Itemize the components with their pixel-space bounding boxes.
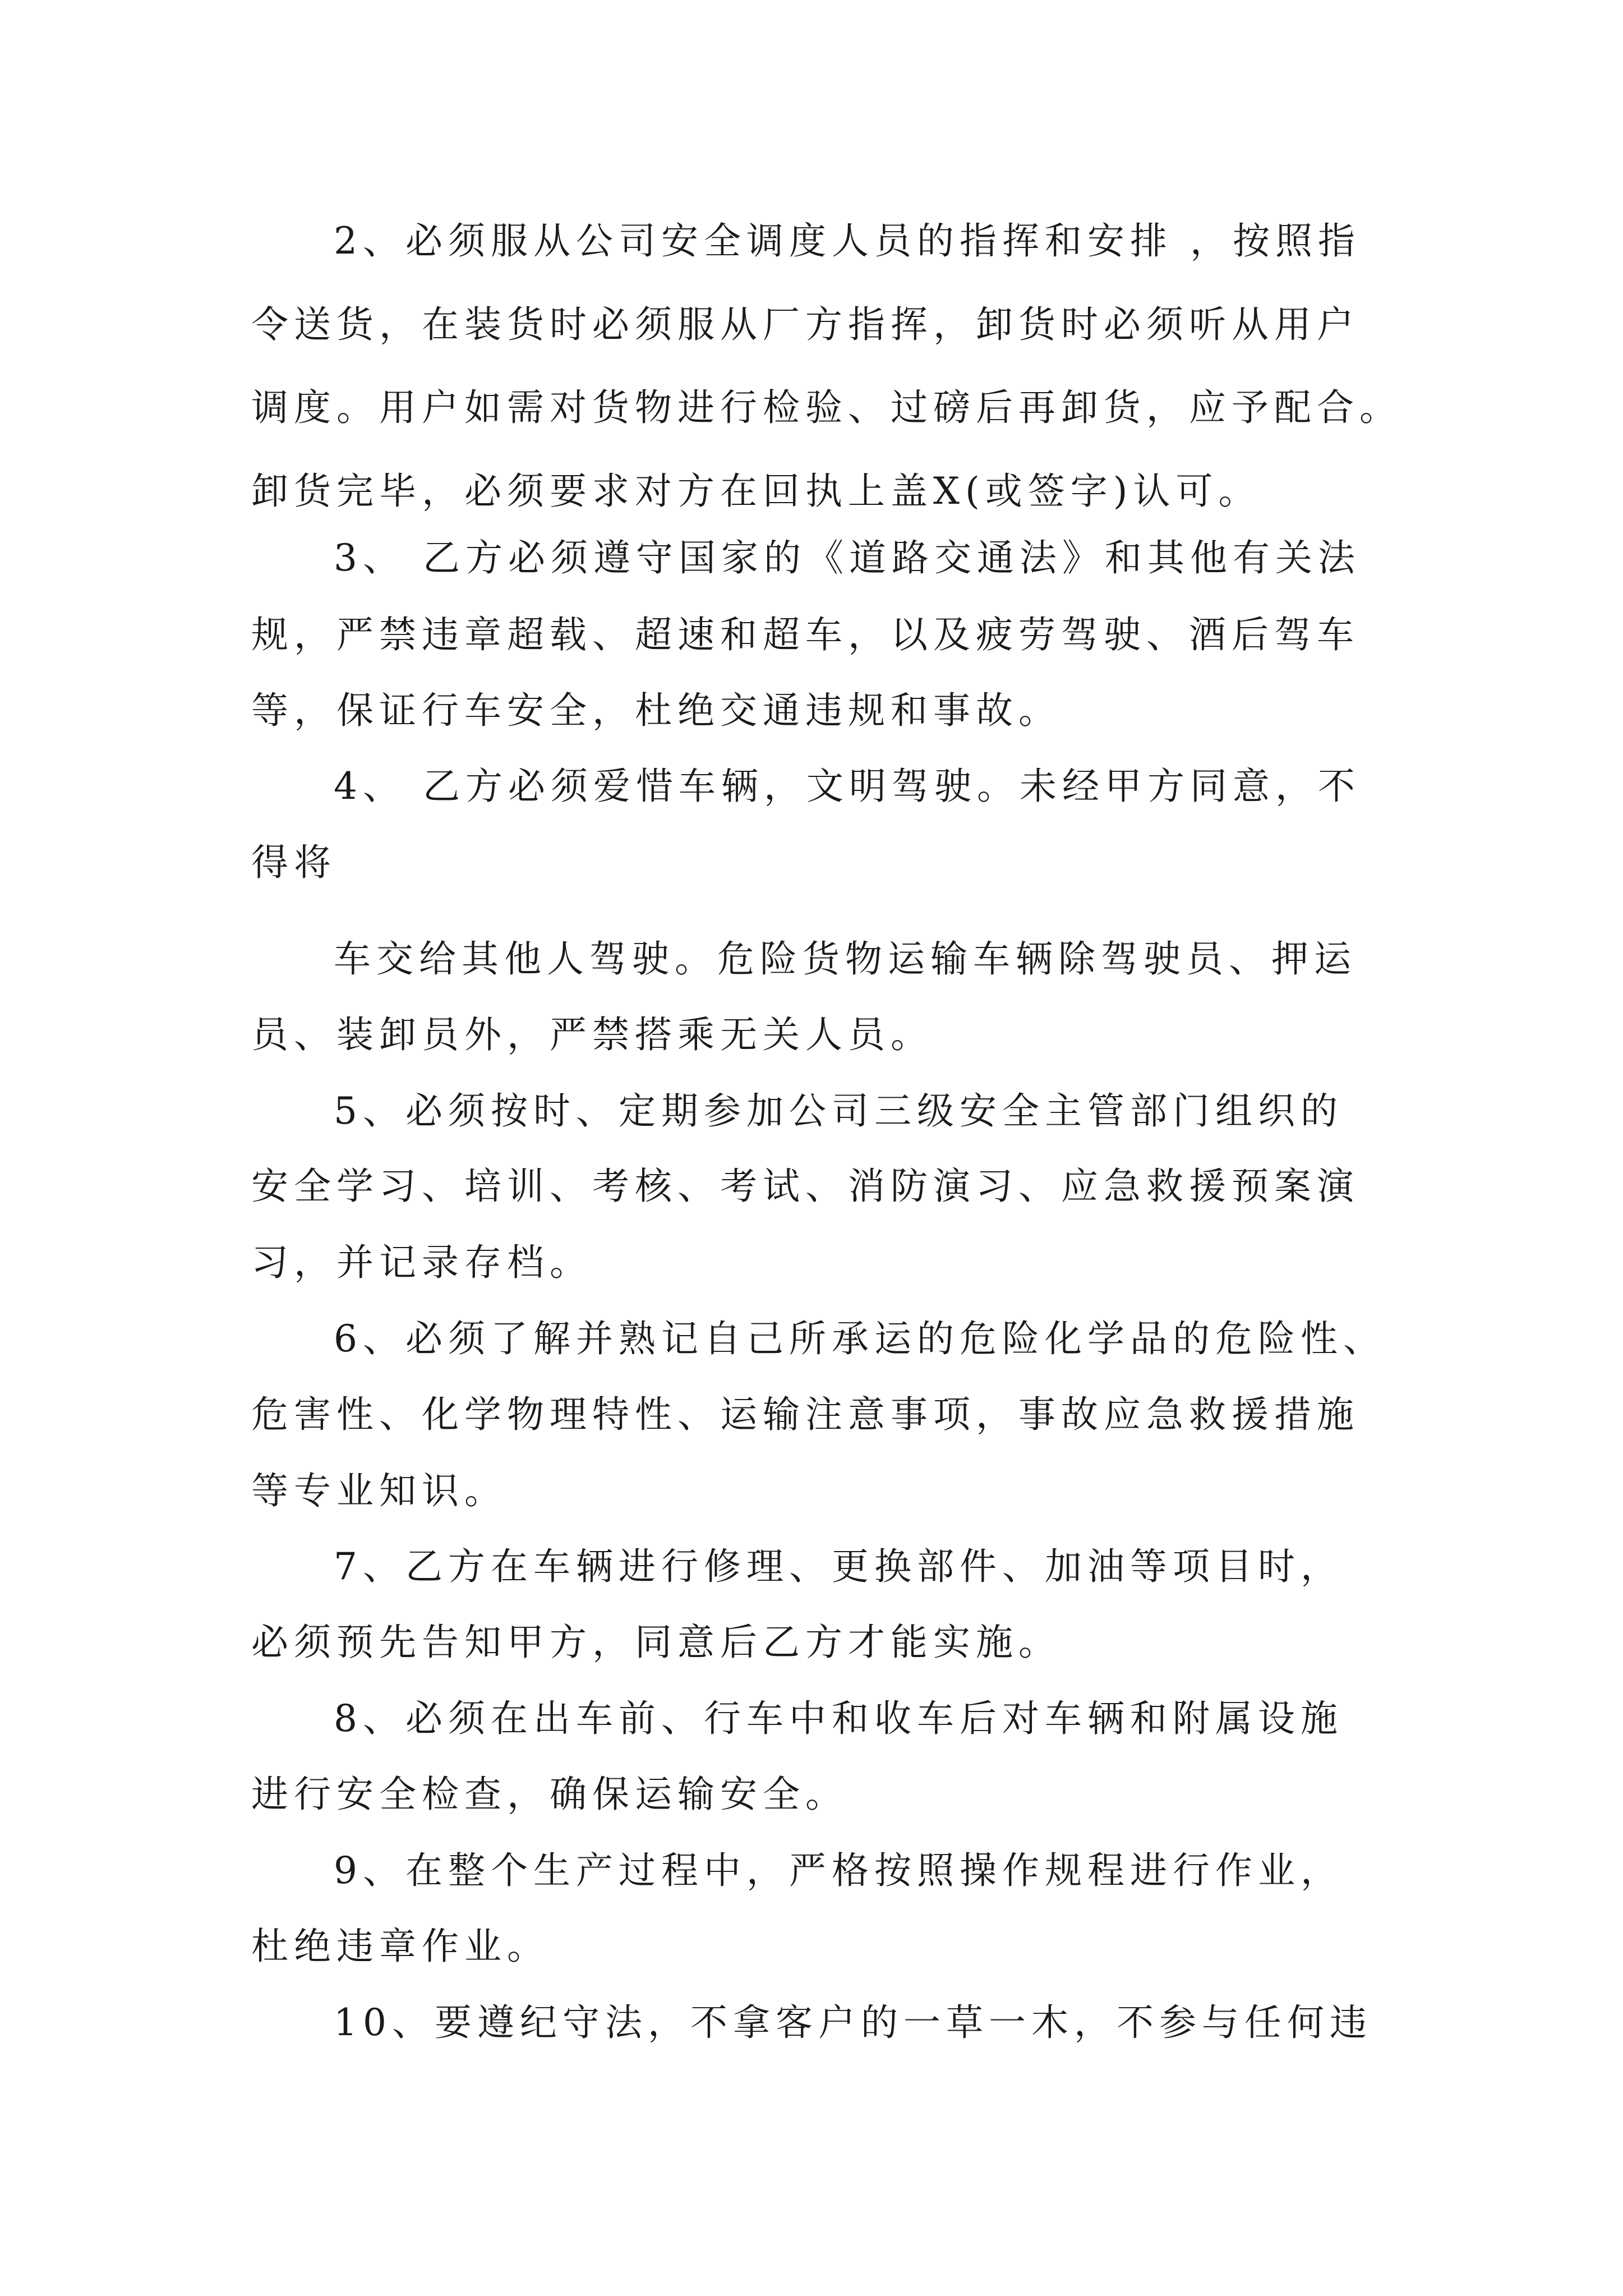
text-line: 员、装卸员外，严禁搭乘无关人员。: [251, 1013, 933, 1056]
text-line: 必须预先告知甲方，同意后乙方才能实施。: [251, 1621, 1061, 1664]
text-line: 2、必须服从公司安全调度人员的指挥和安排 ，按照指: [334, 219, 1361, 263]
text-line: 安全学习、培训、考核、考试、消防演习、应急救援预案演: [251, 1165, 1359, 1208]
text-line: 6、必须了解并熟记自己所承运的危险化学品的危险性、: [334, 1317, 1386, 1360]
text-line: 令送货，在装货时必须服从厂方指挥，卸货时必须听从用户: [251, 303, 1359, 346]
text-line: 7、乙方在车辆进行修理、更换部件、加油等项目时，: [334, 1545, 1343, 1588]
text-line: 8、必须在出车前、行车中和收车后对车辆和附属设施: [334, 1697, 1343, 1740]
text-line: 9、在整个生产过程中，严格按照操作规程进行作业，: [334, 1849, 1343, 1892]
text-line: 等，保证行车安全，杜绝交通违规和事故。: [251, 689, 1061, 732]
text-line: 10、要遵纪守法，不拿客户的一草一木，不参与任何违: [334, 2001, 1372, 2044]
text-line: 习，并记录存档。: [251, 1241, 592, 1284]
text-line: 得将: [251, 841, 336, 884]
text-line: 车交给其他人驾驶。危险货物运输车辆除驾驶员、押运: [334, 937, 1357, 981]
text-line: 5、必须按时、定期参加公司三级安全主管部门组织的: [334, 1089, 1343, 1133]
text-line: 杜绝违章作业。: [251, 1925, 550, 1968]
text-line: 4、 乙方必须爱惜车辆，文明驾驶。未经甲方同意，不: [334, 765, 1361, 808]
text-line: 卸货完毕，必须要求对方在回执上盖X(或签字)认可。: [251, 470, 1261, 513]
text-line: 危害性、化学物理特性、运输注意事项，事故应急救援措施: [251, 1393, 1359, 1436]
text-line: 调度。用户如需对货物进行检验、过磅后再卸货，应予配合。: [251, 386, 1402, 429]
text-line: 规，严禁违章超载、超速和超车，以及疲劳驾驶、酒后驾车: [251, 613, 1359, 656]
text-line: 等专业知识。: [251, 1469, 507, 1512]
text-line: 3、 乙方必须遵守国家的《道路交通法》和其他有关法: [334, 536, 1361, 579]
text-line: 进行安全检查，确保运输安全。: [251, 1773, 848, 1816]
